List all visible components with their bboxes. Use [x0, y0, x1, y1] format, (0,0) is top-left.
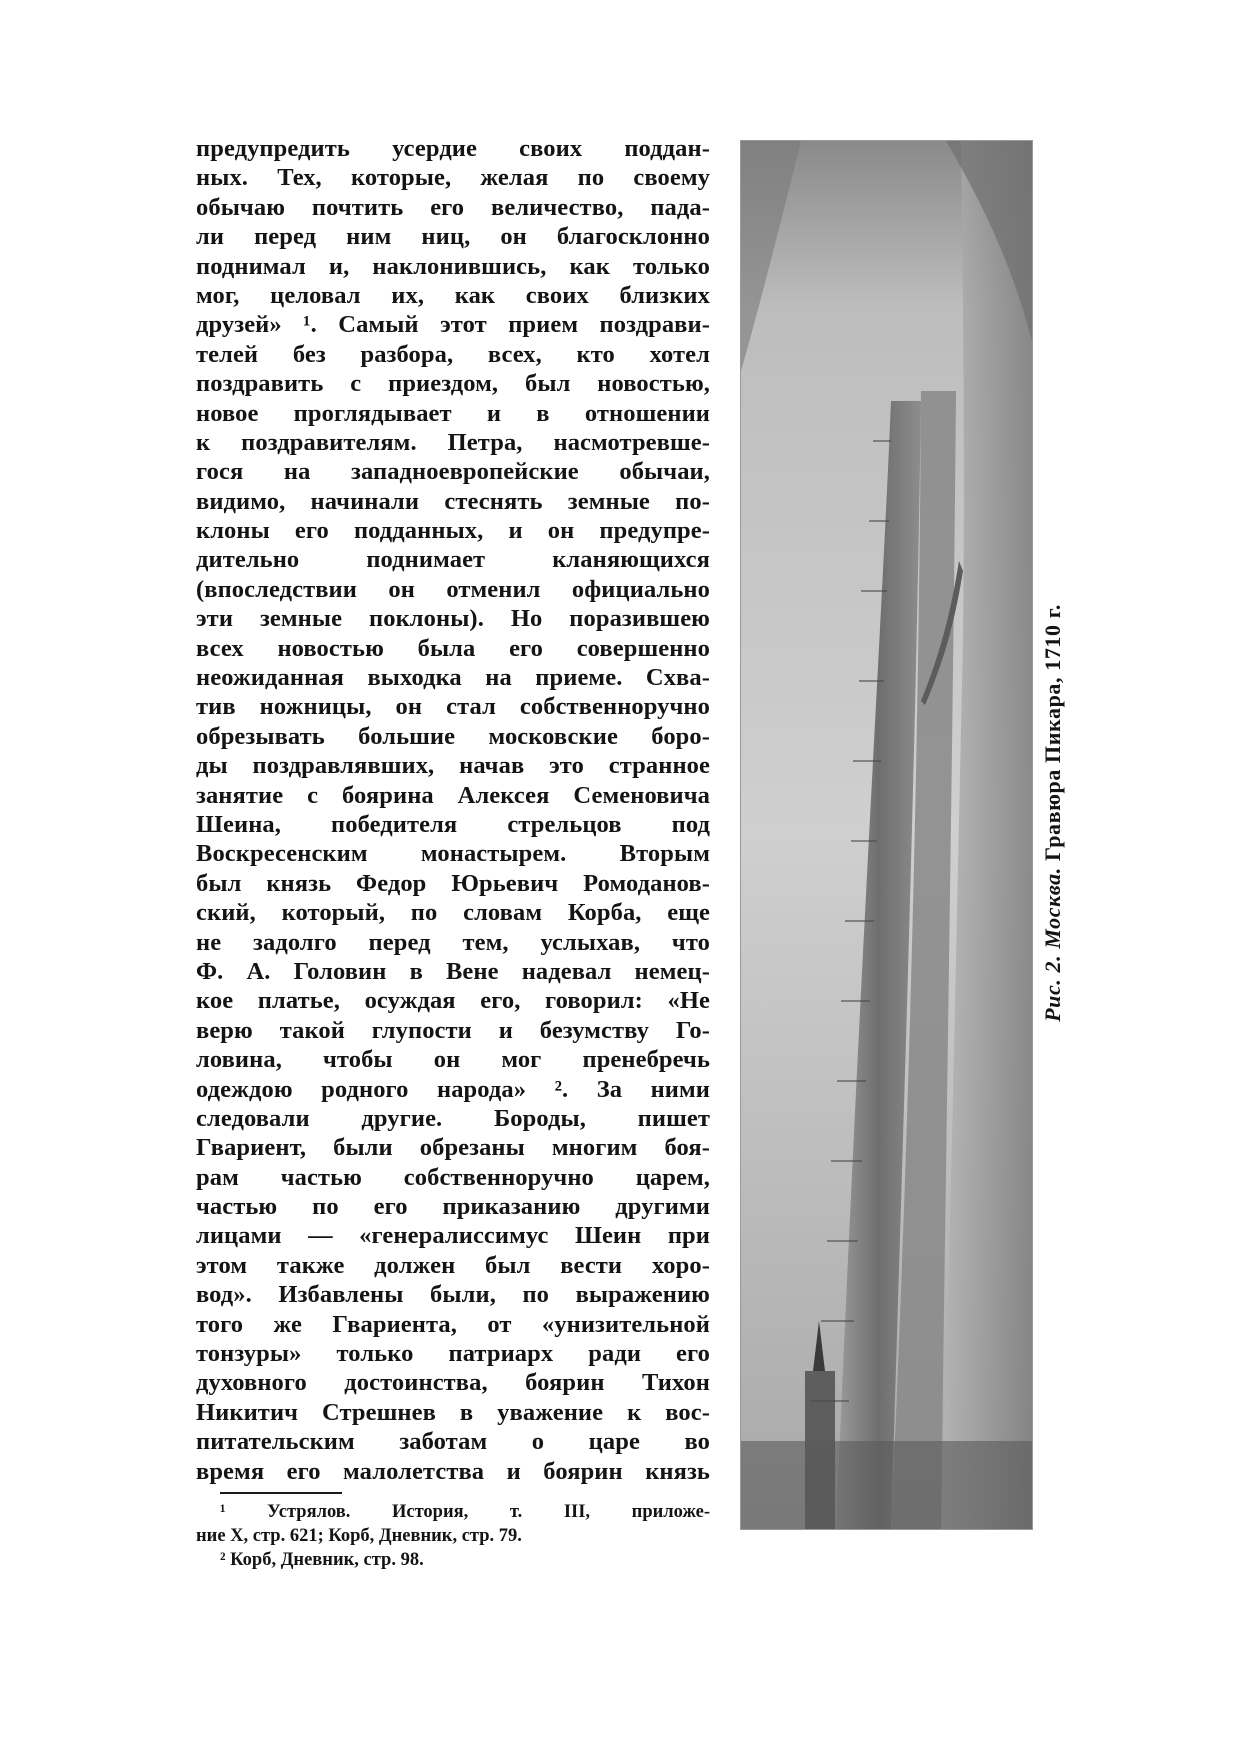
body-text-line: обычаю почтить его величество, пада-: [196, 193, 710, 221]
body-text-line: новое проглядывает и в отношении: [196, 399, 710, 427]
body-text-line: лицами — «генералиссимус Шеин при: [196, 1222, 710, 1250]
body-text-line: гося на западноевропейские обычаи,: [196, 458, 710, 486]
body-text-line: вод». Избавлены были, по выражению: [196, 1281, 710, 1309]
body-text-line: друзей» ¹. Самый этот прием поздрави-: [196, 311, 710, 339]
body-text-line: рам частью собственноручно царем,: [196, 1163, 710, 1191]
body-text-line: духовного достоинства, боярин Тихон: [196, 1369, 710, 1397]
body-text-line: клоны его подданных, и он предупре-: [196, 517, 710, 545]
main-text-column: [196, 134, 710, 1572]
body-text-line: ды поздравлявших, начав это странное: [196, 752, 710, 780]
body-text-line: занятие с боярина Алексея Семеновича: [196, 781, 710, 809]
body-text-line: ловина, чтобы он мог пренебречь: [196, 1046, 710, 1074]
body-text-line: всех новостью была его совершенно: [196, 634, 710, 662]
caption-description: Гравюра Пикара, 1710 г.: [1040, 604, 1065, 862]
footnote-divider: [220, 1492, 342, 1494]
body-text-line: Воскресенским монастырем. Вторым: [196, 840, 710, 868]
footnote-2: ² Корб, Дневник, стр. 98.: [220, 1549, 424, 1570]
body-text-line: ли перед ним ниц, он благосклонно: [196, 223, 710, 251]
body-text-line: телей без разбора, всех, кто хотел: [196, 340, 710, 368]
body-text: [196, 134, 710, 1486]
moscow-engraving-image: [741, 141, 1032, 1529]
body-text-line: тив ножницы, он стал собственноручно: [196, 693, 710, 721]
body-text-line: одеждою родного народа» ². За ними: [196, 1075, 710, 1103]
footnotes: [196, 1500, 710, 1572]
body-text-line: неожиданная выходка на приеме. Схва-: [196, 664, 710, 692]
footnote-1-line-2: ние X, стр. 621; Корб, Дневник, стр. 79.: [196, 1525, 522, 1546]
body-text-line: того же Гвариента, от «унизительной: [196, 1310, 710, 1338]
body-text-line: дительно поднимает кланяющихся: [196, 546, 710, 574]
body-text-line: поднимал и, наклонившись, как только: [196, 252, 710, 280]
caption-label: Рис. 2.: [1040, 954, 1065, 1022]
body-text-line: Никитич Стрешнев в уважение к вос-: [196, 1398, 710, 1426]
body-text-line: частью по его приказанию другими: [196, 1193, 710, 1221]
body-text-line: время его малолетства и боярин князь: [196, 1457, 710, 1485]
body-text-line: кое платье, осуждая его, говорил: «Не: [196, 987, 710, 1015]
body-text-line: видимо, начинали стеснять земные по-: [196, 487, 710, 515]
body-text-line: питательским заботам о царе во: [196, 1428, 710, 1456]
body-text-line: следовали другие. Бороды, пишет: [196, 1104, 710, 1132]
body-text-line: не задолго перед тем, услыхав, что: [196, 928, 710, 956]
body-text-line: Гвариент, были обрезаны многим боя-: [196, 1134, 710, 1162]
body-text-line: был князь Федор Юрьевич Ромоданов-: [196, 869, 710, 897]
body-text-line: ных. Тех, которые, желая по своему: [196, 164, 710, 192]
body-text-line: мог, целовал их, как своих близких: [196, 281, 710, 309]
engraving-illustration: [740, 140, 1033, 1530]
body-text-line: ский, который, по словам Корба, еще: [196, 899, 710, 927]
footnote-1-line-1: ¹ Устрялов. История, т. III, приложе-: [220, 1501, 710, 1522]
body-text-line: этом также должен был вести хоро-: [196, 1251, 710, 1279]
body-text-line: Шеина, победителя стрельцов под: [196, 810, 710, 838]
body-text-line: поздравить с приездом, был новостью,: [196, 370, 710, 398]
body-text-line: (впоследствии он отменил официально: [196, 575, 710, 603]
body-text-line: Ф. А. Головин в Вене надевал немец-: [196, 957, 710, 985]
body-text-line: обрезывать большие московские боро-: [196, 722, 710, 750]
body-text-line: верю такой глупости и безумству Го-: [196, 1016, 710, 1044]
body-text-line: предупредить усердие своих поддан-: [196, 135, 710, 162]
body-text-line: тонзуры» только патриарх ради его: [196, 1340, 710, 1368]
figure-caption: [1040, 598, 1066, 1028]
body-text-line: эти земные поклоны). Но поразившею: [196, 605, 710, 633]
body-text-line: к поздравителям. Петра, насмотревше-: [196, 428, 710, 456]
caption-title: Москва.: [1040, 867, 1065, 949]
